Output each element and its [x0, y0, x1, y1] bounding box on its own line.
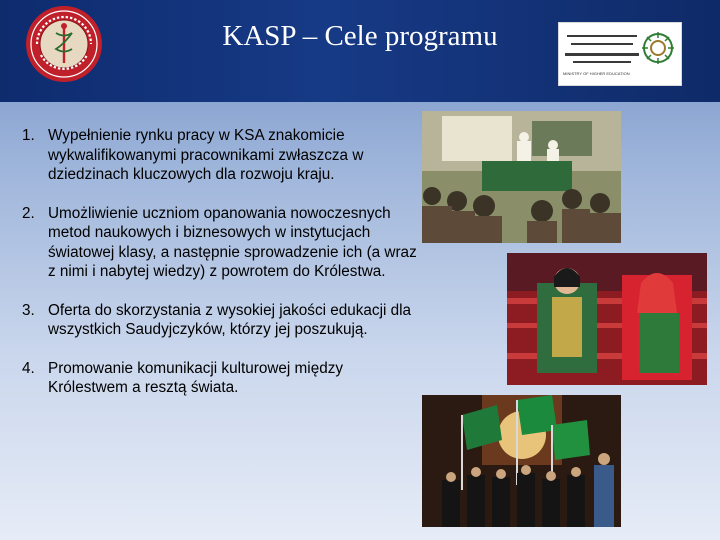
list-item: [22, 301, 422, 340]
list-item: [22, 126, 422, 185]
students-traditional-dress-photo: [507, 253, 707, 385]
ministry-logo: [558, 22, 682, 86]
flag-ceremony-photo: [422, 395, 621, 527]
list-item-number: 2.: [22, 204, 35, 222]
university-seal-logo: [25, 3, 103, 85]
ministry-emblem-icon: [641, 31, 675, 67]
list-item-text: Promowanie komunikacji kulturowej między Królestwem a resztą świata.: [48, 359, 344, 396]
slide-header: [0, 0, 720, 102]
classroom-presentation-photo: [422, 111, 621, 243]
list-item-text: Oferta do skorzystania z wysokiej jakości edukacji dla wszystkich Saudyjczyków, którzy jej poszukują.: [48, 301, 412, 338]
list-item-number: 1.: [22, 127, 35, 144]
ministry-caption: MINISTRY OF HIGHER EDUCATION: [563, 71, 630, 76]
list-item-number: 4.: [22, 359, 35, 377]
list-item-text: Wypełnienie rynku pracy w KSA znakomicie wykwalifikowanymi pracownikami zwłaszcza w dziedzinach kluczowych dla rozwoju kraju.: [48, 127, 364, 183]
list-item: [22, 359, 422, 398]
list-item-text: Umożliwienie uczniom opanowania nowoczesnych metod naukowych i biznesowych w instytucjach światowej klasy, a następnie sprowadzenie ich (a wraz z nimi i nabytej wiedzy) z powrotem do Królestwa.: [48, 204, 417, 280]
goals-list: [22, 126, 422, 417]
list-item-number: 3.: [22, 301, 35, 319]
list-item: [22, 204, 422, 282]
slide-title: KASP – Cele programu: [222, 20, 498, 52]
